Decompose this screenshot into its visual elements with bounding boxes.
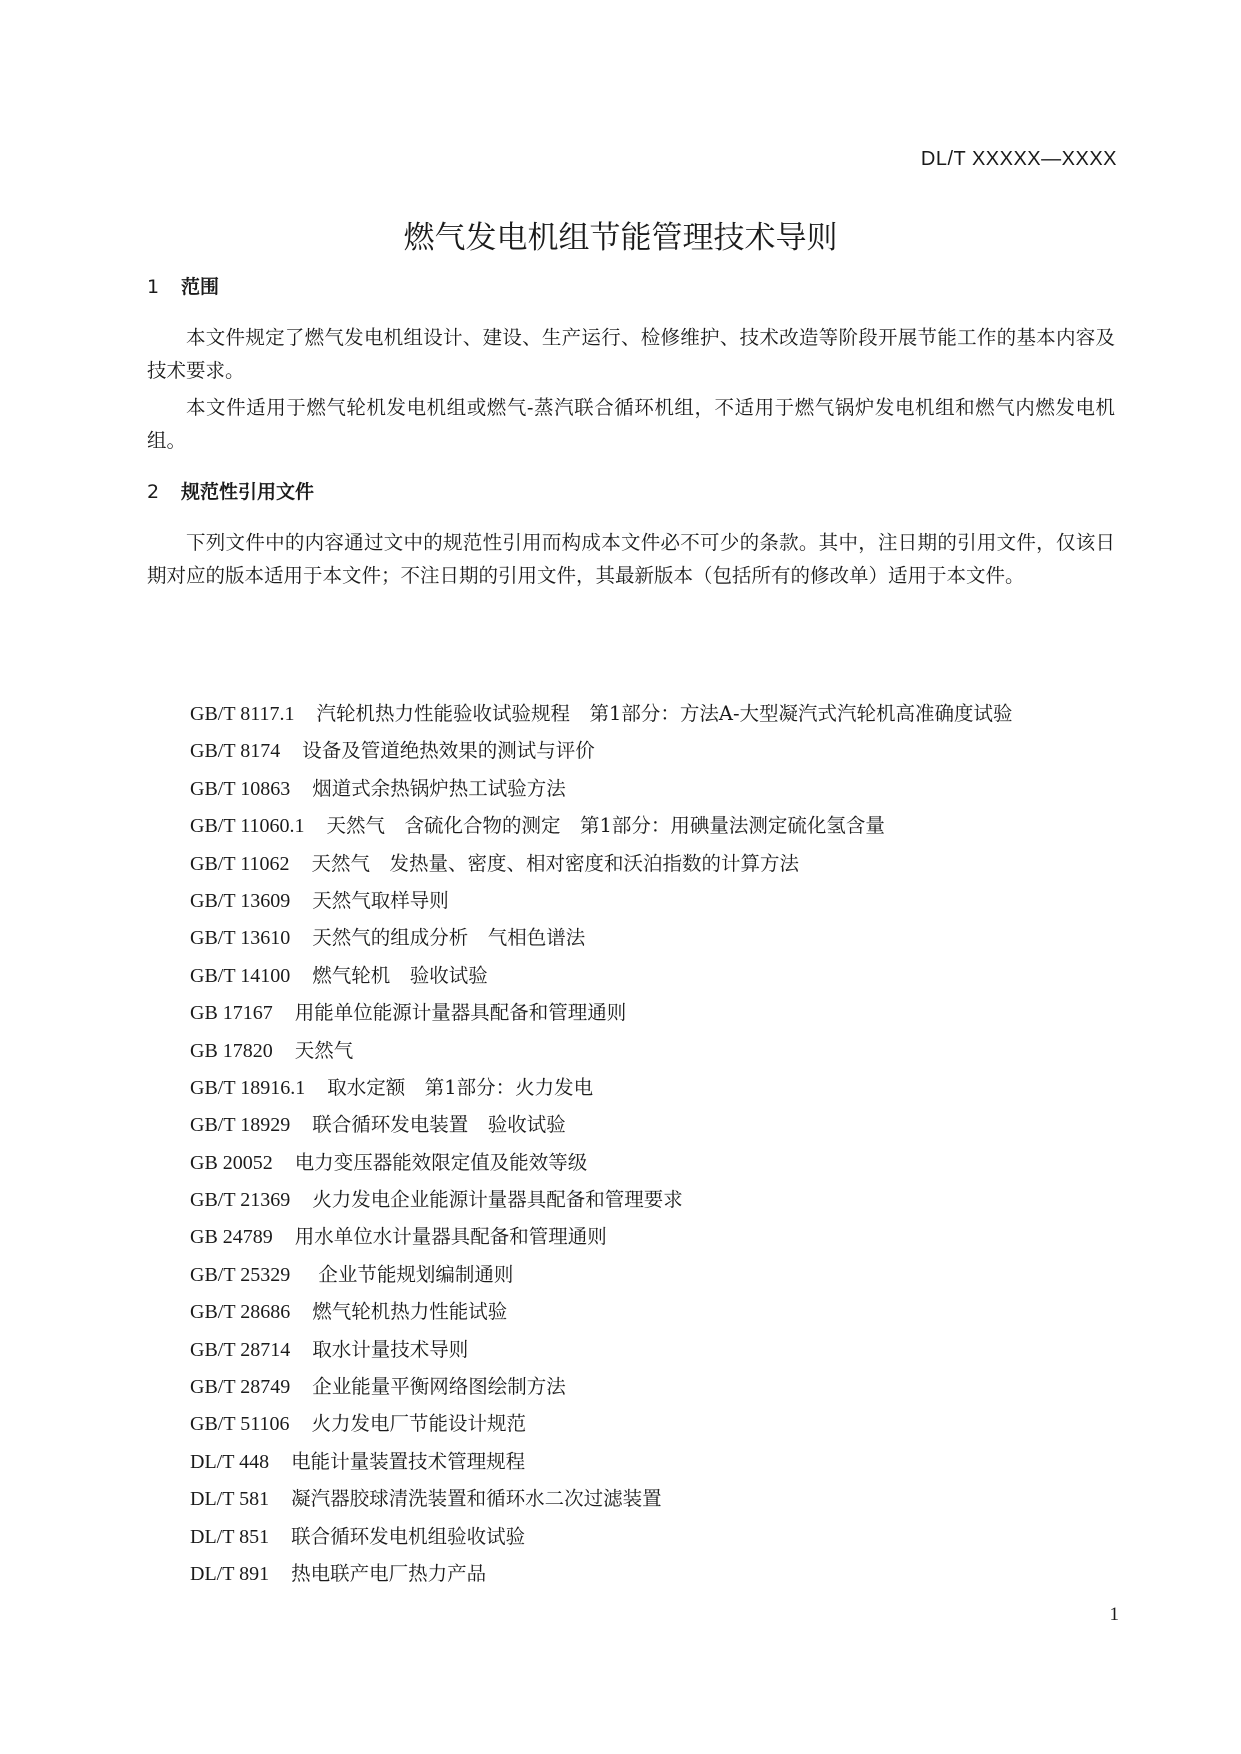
standard-code: DL/T XXXXX—XXXX [920,148,1117,170]
reference-title: 联合循环发电装置 验收试验 [312,1113,566,1137]
reference-code: GB/T 18929 [190,1114,291,1137]
reference-title: 天然气 发热量、密度、相对密度和沃泊指数的计算方法 [311,851,799,875]
scope-paragraph-1: 本文件规定了燃气发电机组设计、建设、生产运行、检修维护、技术改造等阶段开展节能工作的基本内容及技术要求。 [147,326,1115,382]
reference-code: GB/T 18916.1 [190,1076,306,1099]
reference-code: GB/T 8174 [190,740,281,763]
reference-title: 电力变压器能效限定值及能效等级 [294,1150,588,1174]
reference-title: 燃气轮机热力性能试验 [312,1300,508,1324]
reference-code: GB/T 11062 [190,852,290,875]
reference-item [190,695,1013,732]
reference-code: DL/T 448 [190,1450,270,1473]
reference-item [190,1293,1013,1330]
reference-title: 火力发电企业能源计量器具配备和管理要求 [312,1188,683,1212]
reference-code: GB/T 11060.1 [190,815,305,838]
reference-code: GB 20052 [190,1151,273,1174]
reference-item [190,882,1013,919]
reference-list [190,695,1013,1592]
section-1-title: 范围 [181,276,220,298]
reference-title: 凝汽器胶球清洗装置和循环水二次过滤装置 [291,1487,662,1511]
document-title: 燃气发电机组节能管理技术导则 [403,220,838,256]
reference-code: GB 24789 [190,1226,273,1249]
reference-code: GB/T 13610 [190,927,291,950]
section-1-number: 1 [147,276,160,298]
reference-title: 电能计量装置技术管理规程 [291,1449,526,1473]
reference-item [190,845,1013,882]
reference-code: GB/T 28686 [190,1301,291,1324]
reference-title: 天然气取样导则 [312,888,449,912]
reference-code: GB/T 51106 [190,1413,290,1436]
reference-title: 用能单位能源计量器具配备和管理通则 [294,1001,627,1025]
reference-item [190,1181,1013,1218]
reference-title: 设备及管道绝热效果的测试与评价 [302,739,595,763]
reference-code: DL/T 851 [190,1525,270,1548]
reference-item [190,1518,1013,1555]
reference-item [190,1256,1013,1293]
reference-item [190,1331,1013,1368]
section-2-title: 规范性引用文件 [181,481,315,503]
reference-item [190,807,1013,844]
normative-references-intro: 下列文件中的内容通过文中的规范性引用而构成本文件必不可少的条款。其中，注日期的引用文件，仅该日期对应的版本适用于本文件；不注日期的引用文件，其最新版本（包括所有的修改单）适用于本文件。 [147,531,1115,587]
page-number: 1 [1109,1604,1119,1625]
reference-title: 企业节能规划编制通则 [312,1262,514,1286]
reference-title: 热电联产电厂热力产品 [291,1561,487,1585]
reference-title: 烟道式余热锅炉热工试验方法 [312,776,566,800]
reference-item [190,1069,1013,1106]
reference-title: 企业能量平衡网络图绘制方法 [312,1375,566,1399]
reference-code: GB/T 28749 [190,1376,291,1399]
reference-code: GB/T 8117.1 [190,703,295,725]
reference-title: 联合循环发电机组验收试验 [291,1524,526,1548]
reference-title: 天然气 [294,1038,354,1062]
reference-item [190,1480,1013,1517]
reference-code: GB/T 13609 [190,889,291,912]
reference-code: GB/T 21369 [190,1189,291,1212]
reference-code: DL/T 581 [190,1488,270,1511]
reference-code: GB 17167 [190,1002,273,1025]
reference-title: 取水定额 第1部分：火力发电 [327,1075,594,1099]
reference-code: GB/T 25329 [190,1263,291,1286]
reference-item [190,770,1013,807]
scope-paragraph-2: 本文件适用于燃气轮机发电机组或燃气-蒸汽联合循环机组，不适用于燃气锅炉发电机组和燃气内燃发电机组。 [147,396,1115,452]
reference-item [190,994,1013,1031]
reference-code: GB 17820 [190,1039,273,1062]
reference-title: 天然气 含硫化合物的测定 第1部分：用碘量法测定硫化氢含量 [326,814,885,838]
reference-title: 取水计量技术导则 [312,1337,469,1361]
reference-code: GB/T 10863 [190,777,291,800]
reference-item [190,1218,1013,1255]
reference-item [190,957,1013,994]
section-2-number: 2 [147,481,160,503]
reference-code: GB/T 28714 [190,1338,291,1361]
reference-code: DL/T 891 [190,1562,270,1585]
reference-item [190,1032,1013,1069]
reference-item [190,1106,1013,1143]
reference-item [190,1443,1013,1480]
section-2-heading [147,477,314,504]
reference-item [190,1144,1013,1181]
reference-item [190,1368,1013,1405]
reference-title: 用水单位水计量器具配备和管理通则 [294,1225,607,1249]
reference-title: 天然气的组成分析 气相色谱法 [312,926,586,950]
reference-code: GB/T 14100 [190,964,291,987]
reference-title: 火力发电厂节能设计规范 [311,1412,526,1436]
reference-item [190,1405,1013,1442]
reference-item [190,919,1013,956]
section-1-heading [147,272,219,299]
reference-title: 燃气轮机 验收试验 [312,963,488,987]
reference-title: 汽轮机热力性能验收试验规程 第1部分：方法A-大型凝汽式汽轮机高准确度试验 [316,702,1013,725]
reference-item [190,732,1013,769]
reference-item [190,1555,1013,1592]
